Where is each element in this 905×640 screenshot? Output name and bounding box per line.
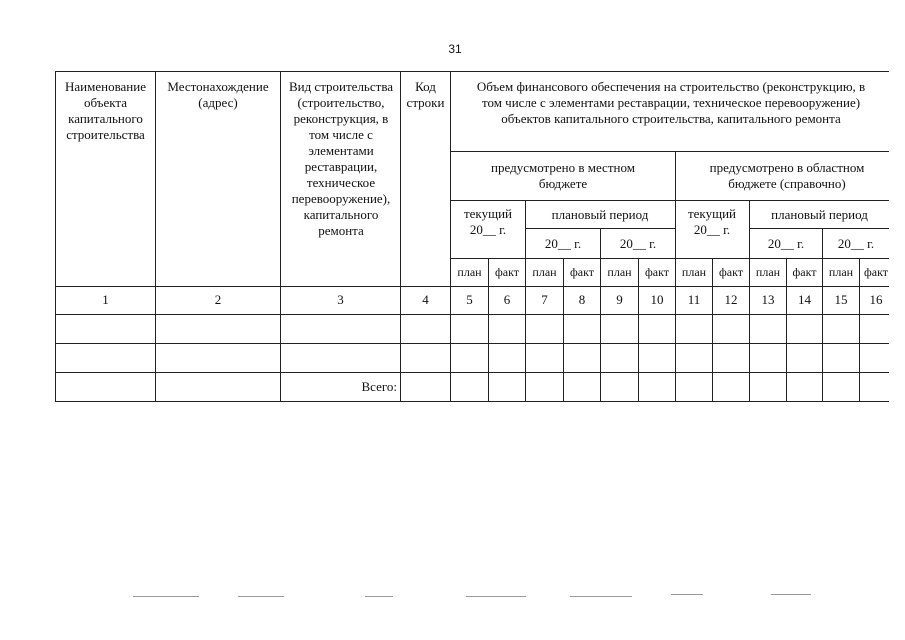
header-plan: план bbox=[457, 265, 482, 279]
column-number: 10 bbox=[650, 292, 664, 307]
column-number: 1 bbox=[102, 292, 109, 307]
table-top-border bbox=[55, 71, 889, 72]
column-number: 6 bbox=[503, 292, 511, 307]
table-line bbox=[400, 71, 401, 402]
table-line bbox=[55, 372, 889, 373]
table-line bbox=[155, 71, 156, 402]
page-number: 31 bbox=[448, 42, 462, 56]
header-plan: план bbox=[607, 265, 632, 279]
table-line bbox=[600, 228, 601, 402]
header-year: 20__ г. bbox=[767, 236, 805, 251]
header-construction-type: Вид строительства (строительство, реконструкция, в том числе с элементами реставрации, техническое перевооружение), капитального ремонта bbox=[288, 79, 394, 238]
header-fact: факт bbox=[863, 265, 889, 279]
column-number: 15 bbox=[834, 292, 848, 307]
table-line bbox=[55, 343, 889, 344]
table-line bbox=[563, 258, 564, 402]
header-year: 20__ г. bbox=[837, 236, 875, 251]
header-regional-budget: предусмотрено в областном бюджете (справочно) bbox=[709, 160, 865, 191]
table-line bbox=[749, 228, 889, 229]
table-line bbox=[55, 286, 889, 287]
column-number: 8 bbox=[578, 292, 586, 307]
column-number: 13 bbox=[761, 292, 775, 307]
table-line bbox=[450, 258, 889, 259]
header-year: 20__ г. bbox=[544, 236, 582, 251]
scan-artifact bbox=[133, 596, 199, 597]
header-plan: план bbox=[828, 265, 854, 279]
header-planned-period: плановый период bbox=[771, 207, 868, 222]
scan-artifact bbox=[671, 594, 703, 595]
table-line bbox=[859, 258, 860, 402]
header-current-year: текущий 20__ г. bbox=[687, 206, 736, 237]
column-number: 12 bbox=[724, 292, 738, 307]
header-fact: факт bbox=[644, 265, 670, 279]
total-label: Всего: bbox=[361, 379, 397, 394]
header-fact: факт bbox=[718, 265, 744, 279]
table-line bbox=[712, 258, 713, 402]
header-row-code: Код строки bbox=[406, 79, 445, 110]
header-financing-volume: Объем финансового обеспечения на строительство (реконструкцию, в том числе с элементами реставрации, техническое перевооружение) объектов капитального строительства, капитального ремонта bbox=[476, 79, 866, 126]
scan-artifact bbox=[771, 594, 811, 595]
column-number: 16 bbox=[869, 292, 883, 307]
header-fact: факт bbox=[792, 265, 817, 279]
header-year: 20__ г. bbox=[619, 236, 657, 251]
column-number: 14 bbox=[798, 292, 811, 307]
column-number: 11 bbox=[687, 292, 701, 307]
table-line bbox=[55, 314, 889, 315]
column-number: 5 bbox=[466, 292, 473, 307]
header-object-name: Наименование объекта капитального строительства bbox=[65, 79, 146, 142]
header-fact: факт bbox=[494, 265, 520, 279]
header-fact: факт bbox=[569, 265, 595, 279]
table-line bbox=[280, 71, 281, 402]
column-number: 2 bbox=[214, 292, 222, 307]
header-plan: план bbox=[755, 265, 781, 279]
table-line bbox=[450, 71, 451, 402]
table-bottom-border bbox=[55, 401, 889, 402]
table-line bbox=[450, 151, 889, 152]
scan-artifact bbox=[238, 596, 284, 597]
column-number: 4 bbox=[422, 292, 429, 307]
column-number: 9 bbox=[616, 292, 623, 307]
column-number: 3 bbox=[337, 292, 344, 307]
table-line bbox=[638, 258, 639, 402]
column-number: 7 bbox=[541, 292, 548, 307]
header-location: Местонахождение (адрес) bbox=[167, 79, 269, 110]
table-line bbox=[450, 200, 889, 201]
header-current-year: текущий 20__ г. bbox=[463, 206, 512, 237]
scan-artifact bbox=[365, 596, 393, 597]
header-local-budget: предусмотрено в местном бюджете bbox=[491, 160, 635, 191]
table-line bbox=[786, 258, 787, 402]
table-line bbox=[488, 258, 489, 402]
table-line bbox=[822, 228, 823, 402]
header-plan: план bbox=[532, 265, 557, 279]
header-planned-period: плановый период bbox=[551, 207, 649, 222]
header-plan: план bbox=[681, 265, 707, 279]
scan-artifact bbox=[570, 596, 632, 597]
scan-artifact bbox=[466, 596, 526, 597]
